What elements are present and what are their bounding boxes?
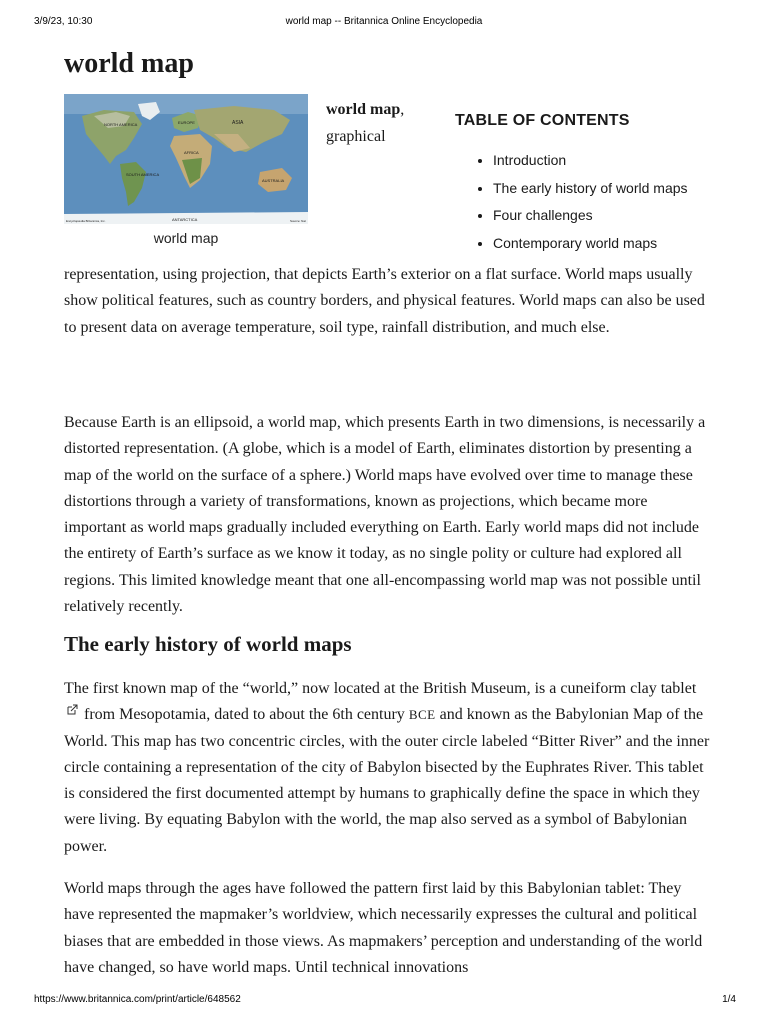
- map-label-africa: AFRICA: [184, 150, 199, 155]
- p3-text-a: The first known map of the “world,” now located at the British Museum, is a cuneiform clay tablet: [64, 680, 697, 697]
- intro-paragraph: [64, 262, 710, 341]
- table-of-contents: [455, 112, 745, 262]
- intro-lead: [326, 96, 436, 150]
- print-page-number: 1/4: [722, 994, 736, 1005]
- map-source: Source: Nat: [290, 219, 306, 223]
- toc-item-label[interactable]: Four challenges: [493, 207, 593, 223]
- map-label-north-america: NORTH AMERICA: [104, 122, 138, 127]
- toc-item-label[interactable]: Contemporary world maps: [493, 234, 658, 251]
- page-title: world map: [64, 48, 194, 79]
- map-label-europe: EUROPE: [178, 120, 195, 125]
- p3-text-c: and known as the Babylonian Map of the World. This map has two concentric circles, with the outer circle labeled “Bitter River” and the inner circle containing a representation of the city of Babylon bisected by the Euphrates River. This tablet is considered the first documented attempt by humans to graphically define the space in which they were living. By equating Babylon with the world, the map also served as a symbol of Babylonian power.: [64, 706, 710, 855]
- map-figure: [64, 94, 308, 246]
- intro-lead-text: , graphical: [326, 101, 405, 145]
- paragraph-worldview: World maps through the ages have followed the pattern first laid by this Babylonian tablet: They have represented the mapmaker’s worldview, which necessarily expresses the cultural and political biases that are embedded in those views. As mapmakers’ perception and understanding of the world have changed, so have world maps. Until technical innovations: [64, 880, 703, 976]
- print-datetime: 3/9/23, 10:30: [34, 16, 93, 27]
- map-credit: Encyclopædia Britannica, Inc.: [66, 219, 106, 223]
- map-label-south-america: SOUTH AMERICA: [126, 172, 160, 177]
- world-map-image[interactable]: [64, 94, 308, 224]
- era-bce: BCE: [408, 707, 436, 723]
- map-label-asia: ASIA: [232, 120, 244, 126]
- intro-term: world map: [326, 101, 401, 118]
- map-label-antarctica: ANTARCTICA: [172, 217, 198, 222]
- toc-item-contemporary[interactable]: [493, 235, 745, 251]
- intro-rest-text: representation, using projection, that depicts Earth’s exterior on a flat surface. World maps usually show political features, such as country borders, and physical features. World maps can also be used to present data on average temperature, soil type, rainfall distribution, and much else.: [64, 266, 705, 336]
- figure-caption: world map: [153, 230, 219, 246]
- paragraph-babylonian-map: [64, 676, 710, 860]
- paragraph-distortion: Because Earth is an ellipsoid, a world map, which presents Earth in two dimensions, is necessarily a distorted representation. (A globe, which is a model of Earth, eliminates distortion by presenting a map of the world on the surface of a sphere.) World maps have evolved over time to manage these distortions through a variety of transformations, known as projections, which became more important as world maps gradually included everything on Earth. Early world maps did not include the entirety of Earth’s surface as we know it today, as no single polity or culture had explored all regions. This limited knowledge meant that one all-encompassing world map was not possible until relatively recently.: [64, 414, 706, 616]
- toc-item-label[interactable]: Introduction: [493, 152, 567, 168]
- toc-title: TABLE OF CONTENTS: [455, 112, 630, 129]
- toc-item-label[interactable]: The early history of world maps: [493, 179, 688, 196]
- toc-item-introduction[interactable]: [493, 152, 745, 168]
- print-url: https://www.britannica.com/print/article/648562: [34, 994, 241, 1005]
- print-doc-title: world map -- Britannica Online Encyclopedia: [285, 16, 483, 27]
- toc-item-four-challenges[interactable]: [493, 207, 745, 223]
- map-label-australia: AUSTRALIA: [262, 178, 285, 183]
- external-link-icon[interactable]: [66, 704, 78, 716]
- toc-item-early-history[interactable]: [493, 180, 745, 196]
- section-heading-early-history: The early history of world maps: [64, 632, 352, 656]
- p3-text-b: from Mesopotamia, dated to about the 6th century: [80, 706, 409, 724]
- toc-list: [455, 152, 745, 251]
